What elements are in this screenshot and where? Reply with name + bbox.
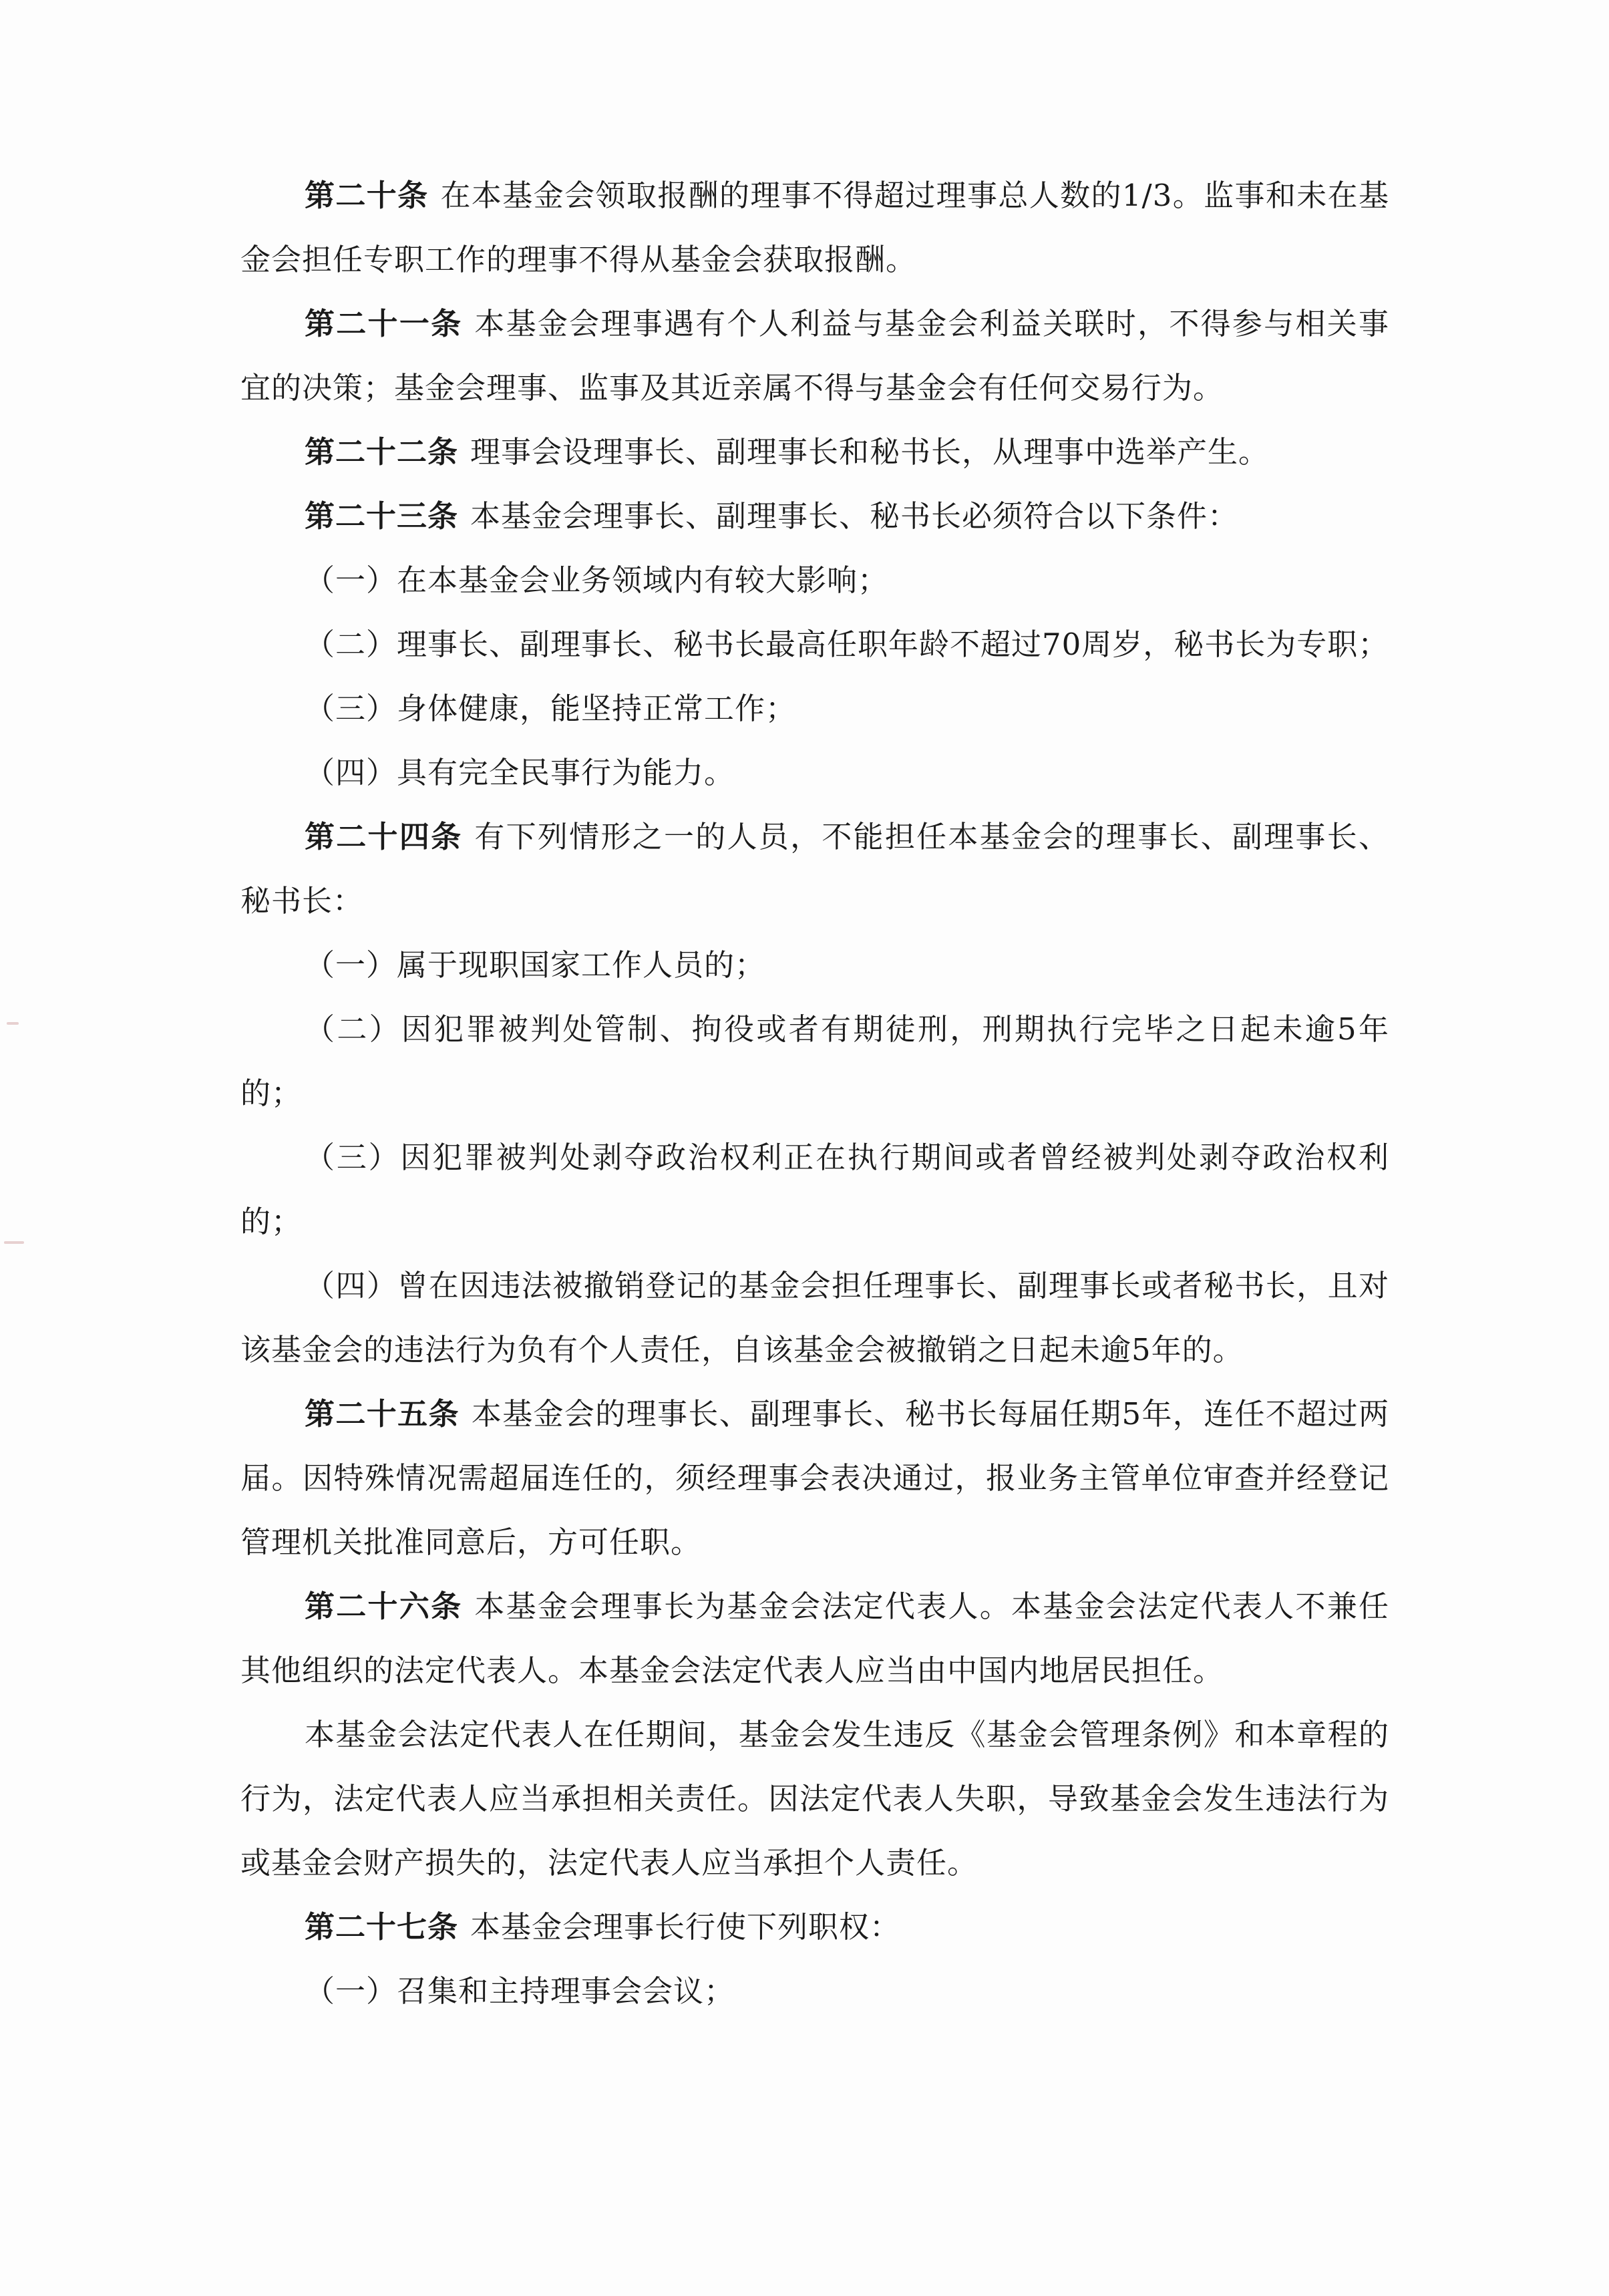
article-heading: 第二十二条 — [305, 434, 459, 470]
paragraph-text: 本基金会理事长为基金会法定代表人。本基金会法定代表人不兼任其他组织的法定代表人。本基金会法定代表人应当由中国内地居民担任。 — [240, 1589, 1389, 1688]
paragraph — [240, 1575, 1389, 1703]
scan-mark — [4, 1241, 24, 1244]
paragraph-text: （一）召集和主持理事会会议； — [305, 1973, 735, 2009]
paragraph-text: （二）因犯罪被判处管制、拘役或者有期徒刑，刑期执行完毕之日起未逾5年的； — [240, 1011, 1389, 1111]
list-item — [240, 741, 1389, 805]
article-heading: 第二十条 — [305, 178, 429, 213]
article-heading: 第二十六条 — [305, 1589, 463, 1624]
article-heading: 第二十一条 — [305, 306, 463, 341]
list-item — [240, 997, 1389, 1126]
paragraph-text: （四）具有完全民事行为能力。 — [305, 755, 735, 790]
paragraph — [240, 1895, 1389, 1959]
paragraph-text: 在本基金会领取报酬的理事不得超过理事总人数的1/3。监事和未在基金会担任专职工作的理事不得从基金会获取报酬。 — [240, 178, 1389, 277]
article-heading: 第二十三条 — [305, 498, 459, 534]
article-heading: 第二十四条 — [305, 819, 463, 854]
paragraph-text: 本基金会的理事长、副理事长、秘书长每届任期5年，连任不超过两届。因特殊情况需超届连任的，须经理事会表决通过，报业务主管单位审查并经登记管理机关批准同意后，方可任职。 — [240, 1396, 1389, 1560]
list-item — [240, 1126, 1389, 1254]
paragraph-text: 本基金会理事遇有个人利益与基金会利益关联时，不得参与相关事宜的决策；基金会理事、监事及其近亲属不得与基金会有任何交易行为。 — [240, 306, 1389, 405]
paragraph-text: 有下列情形之一的人员，不能担任本基金会的理事长、副理事长、秘书长： — [240, 819, 1389, 919]
paragraph — [240, 420, 1389, 484]
paragraph — [240, 805, 1389, 933]
paragraph-text: 理事会设理事长、副理事长和秘书长，从理事中选举产生。 — [470, 434, 1270, 470]
paragraph-text: （一）在本基金会业务领域内有较大影响； — [305, 562, 889, 598]
document-body — [240, 164, 1389, 2023]
paragraph-text: 本基金会理事长、副理事长、秘书长必须符合以下条件： — [470, 498, 1239, 534]
paragraph — [240, 164, 1389, 292]
list-item — [240, 933, 1389, 997]
list-item — [240, 613, 1389, 677]
paragraph — [240, 1382, 1389, 1575]
list-item — [240, 1959, 1389, 2023]
article-heading: 第二十七条 — [305, 1909, 459, 1945]
list-item — [240, 677, 1389, 741]
article-heading: 第二十五条 — [305, 1396, 460, 1432]
paragraph — [240, 1703, 1389, 1895]
paragraph-text: （二）理事长、副理事长、秘书长最高任职年龄不超过70周岁，秘书长为专职； — [305, 627, 1389, 662]
paragraph-text: 本基金会法定代表人在任期间，基金会发生违反《基金会管理条例》和本章程的行为，法定代表人应当承担相关责任。因法定代表人失职，导致基金会发生违法行为或基金会财产损失的，法定代表人应当承担个人责任。 — [240, 1717, 1389, 1880]
list-item — [240, 1254, 1389, 1382]
paragraph — [240, 292, 1389, 420]
paragraph-text: （三）身体健康，能坚持正常工作； — [305, 691, 797, 726]
list-item — [240, 548, 1389, 613]
paragraph-text: （三）因犯罪被判处剥夺政治权利正在执行期间或者曾经被判处剥夺政治权利的； — [240, 1140, 1389, 1239]
paragraph — [240, 484, 1389, 548]
paragraph-text: （一）属于现职国家工作人员的； — [305, 947, 766, 983]
scan-mark — [7, 1022, 19, 1025]
paragraph-text: 本基金会理事长行使下列职权： — [470, 1909, 901, 1945]
paragraph-text: （四）曾在因违法被撤销登记的基金会担任理事长、副理事长或者秘书长，且对该基金会的违法行为负有个人责任，自该基金会被撤销之日起未逾5年的。 — [240, 1268, 1389, 1367]
